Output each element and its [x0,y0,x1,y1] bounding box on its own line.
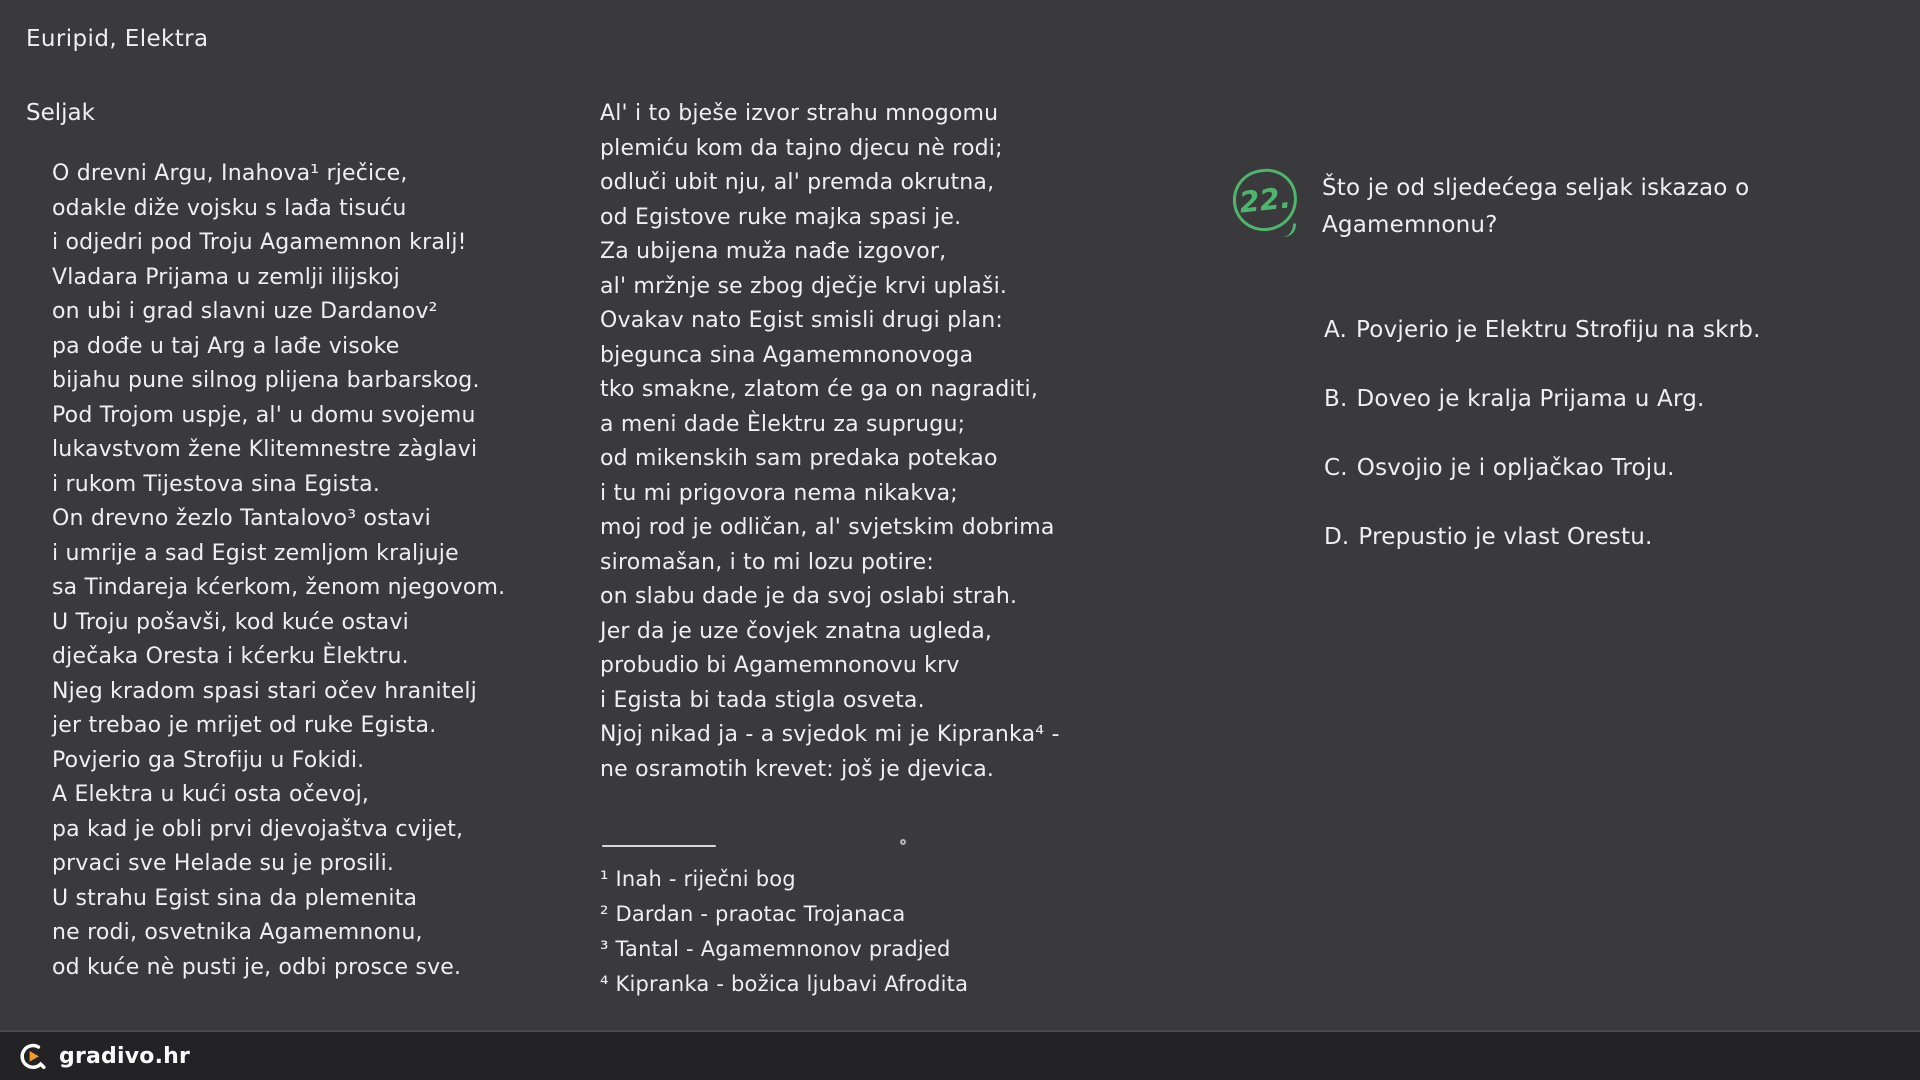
poem-line: prvaci sve Helade su je prosili. [52,851,395,876]
footnote-item: ² Dardan - praotac Trojanaca [600,902,906,926]
footnote-item: ³ Tantal - Agamemnonov pradjed [600,937,951,961]
page-title: Euripid, Elektra [26,26,209,52]
answer-option[interactable] [1324,385,1761,413]
poem-line: Vladara Prijama u zemlji ilijskoj [52,264,400,290]
question-number: 22. [1237,180,1293,220]
poem-line: U strahu Egist sina da plemenita [52,885,418,911]
poem-line: i rukom Tijestova sina Egista. [52,471,381,497]
poem-line: Pod Trojom uspje, al' u domu svojemu [52,402,476,428]
poem-line: Ovakav nato Egist smisli drugi plan: [600,308,1004,333]
poem-line: lukavstvom žene Klitemnestre zàglavi [52,437,478,462]
answer-option[interactable] [1324,316,1761,344]
poem-line: sa Tindareja kćerkom, ženom njegovom. [52,575,506,600]
option-text: Doveo je kralja Prijama u Arg. [1356,386,1705,412]
footer-bar [0,1030,1920,1080]
answer-options [1324,316,1761,592]
question-text-line2: Agamemnonu? [1322,212,1498,238]
poem-line: Za ubijena muža nađe izgovor, [600,239,947,264]
poem-line: bijahu pune silnog plijena barbarskog. [52,368,480,393]
poem-column-middle [600,97,1060,787]
poem-column-left [52,157,505,985]
option-letter: D. [1324,524,1350,550]
poem-line: bjegunca sina Agamemnonovoga [600,342,974,368]
question-text [1322,170,1749,244]
answer-option[interactable] [1324,523,1761,551]
poem-line: a meni dade Èlektru za suprugu; [600,411,966,437]
brand-name: gradivo.hr [59,1043,191,1069]
poem-line: pa kad je obli prvi djevojaštva cvijet, [52,816,464,842]
stray-dot-mark [900,839,906,845]
poem-line: U Troju pošavši, kod kuće ostavi [52,609,409,635]
poem-line: jer trebao je mrijet od ruke Egista. [52,713,437,738]
poem-line: on slabu dade je da svoj oslabi strah. [600,584,1018,609]
poem-line: ne osramotih krevet: još je djevica. [600,756,995,782]
answer-option[interactable] [1324,454,1761,482]
poem-line: Njoj nikad ja - a svjedok mi je Kipranka⁴ - [600,722,1060,747]
poem-line: od Egistove ruke majka spasi je. [600,204,962,230]
poem-line: odluči ubit nju, al' premda okrutna, [600,170,995,195]
poem-line: i Egista bi tada stigla osveta. [600,687,925,713]
gradivo-logo-icon [18,1041,48,1071]
footnote-divider [602,845,716,847]
poem-line: Povjerio ga Strofiju u Fokidi. [52,747,365,773]
speaker-label: Seljak [26,100,95,126]
poem-line: i odjedri pod Troju Agamemnon kralj! [52,230,467,255]
poem-line: Al' i to bješe izvor strahu mnogomu [600,101,999,126]
poem-line: al' mržnje se zbog dječje krvi uplaši. [600,273,1008,299]
poem-line: i tu mi prigovora nema nikakva; [600,480,958,506]
poem-line: plemiću kom da tajno djecu nè rodi; [600,135,1003,161]
poem-line: dječaka Oresta i kćerku Èlektru. [52,644,409,669]
poem-line: siromašan, i to mi lozu potire: [600,549,935,575]
poem-line: Njeg kradom spasi stari očev hranitelj [52,678,477,704]
option-text: Osvojio je i opljačkao Troju. [1356,455,1675,481]
footnote-item: ⁴ Kipranka - božica ljubavi Afrodita [600,972,969,996]
question-number-badge [1230,166,1300,234]
poem-line: od mikenskih sam predaka potekao [600,446,998,471]
question-text-line1: Što je od sljedećega seljak iskazao o [1322,175,1750,201]
poem-line: O drevni Argu, Inahova¹ rječice, [52,161,408,186]
footnote-item: ¹ Inah - riječni bog [600,867,796,891]
poem-line: pa dođe u taj Arg a lađe visoke [52,333,400,359]
option-letter: B. [1324,386,1348,412]
poem-line: moj rod je odličan, al' svjetskim dobrima [600,515,1055,540]
option-text: Povjerio je Elektru Strofiju na skrb. [1356,317,1761,343]
option-text: Prepustio je vlast Orestu. [1358,524,1653,550]
poem-line: ne rodi, osvetnika Agamemnonu, [52,920,423,945]
poem-line: probudio bi Agamemnonovu krv [600,653,960,678]
option-letter: C. [1324,455,1348,481]
poem-line: On drevno žezlo Tantalovo³ ostavi [52,506,431,531]
poem-line: od kuće nè pusti je, odbi prosce sve. [52,954,462,980]
poem-line: A Elektra u kući osta očevoj, [52,782,370,807]
poem-line: odakle diže vojsku s lađa tisuću [52,195,407,221]
poem-line: tko smakne, zlatom će ga on nagraditi, [600,377,1039,402]
poem-line: Jer da je uze čovjek znatna ugleda, [600,618,993,644]
poem-line: on ubi i grad slavni uze Dardanov² [52,299,438,324]
option-letter: A. [1324,317,1348,343]
footnotes-list [600,862,968,1002]
poem-line: i umrije a sad Egist zemljom kraljuje [52,540,459,566]
